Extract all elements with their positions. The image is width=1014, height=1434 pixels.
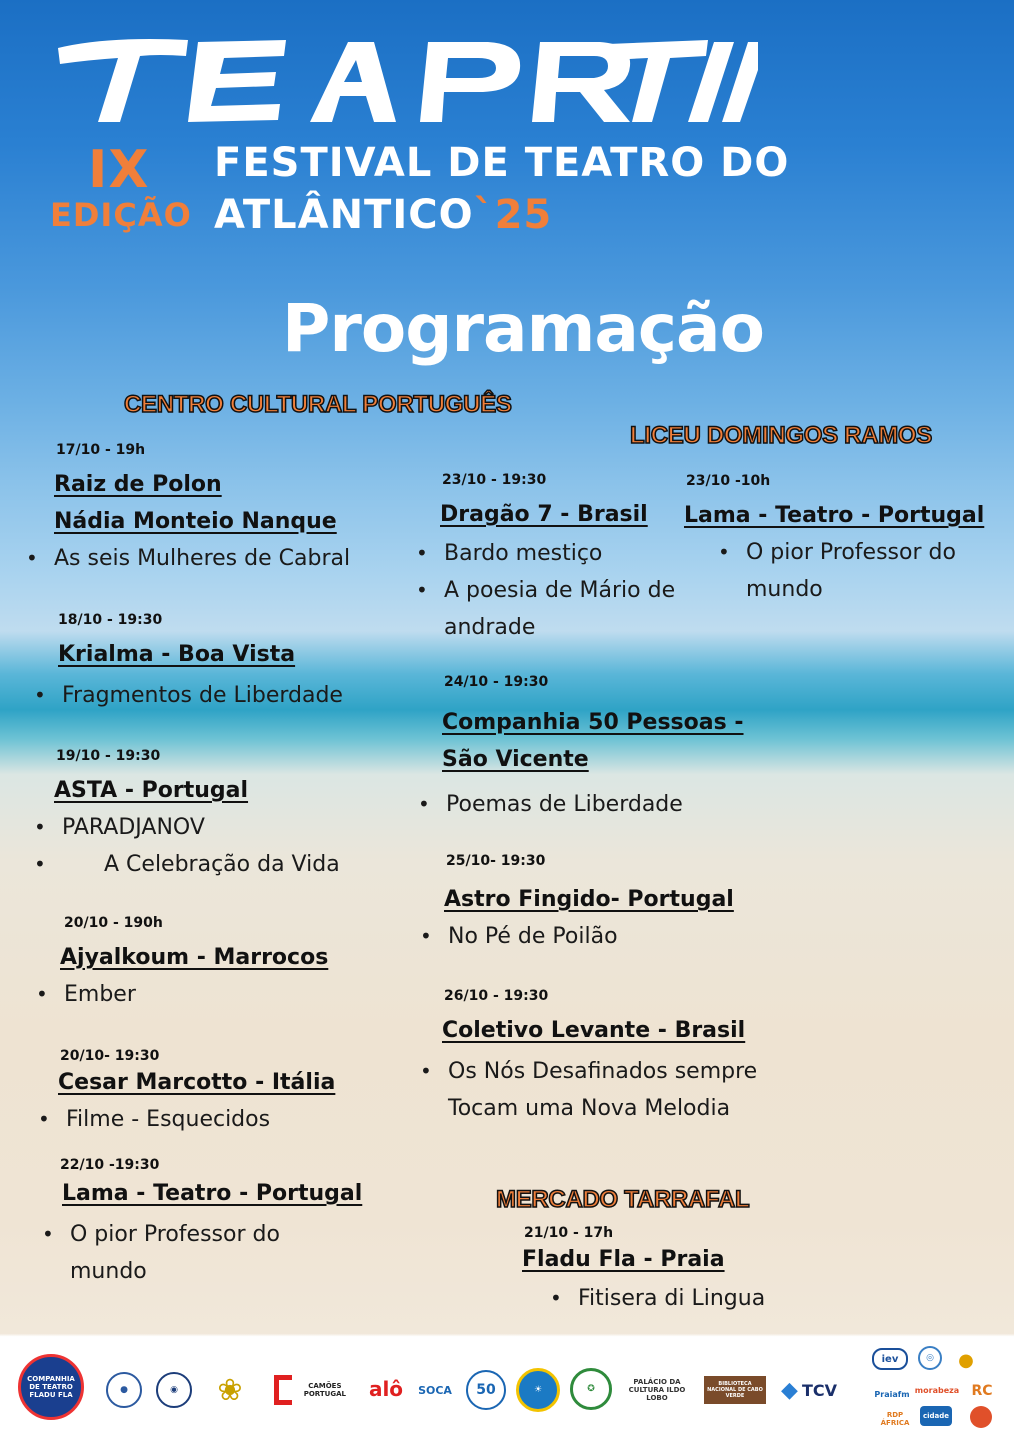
festival-year: `25 bbox=[473, 192, 553, 238]
event-company: Coletivo Levante - Brasil bbox=[442, 1018, 746, 1043]
event-show: • PARADJANOV bbox=[34, 809, 424, 846]
venue-mercado-tarrafal: MERCADO TARRAFAL bbox=[496, 1186, 750, 1213]
rc-logo: RC bbox=[971, 1383, 993, 1399]
tearti-logo bbox=[48, 30, 758, 130]
praiafm-logo: Praiafm bbox=[874, 1389, 910, 1399]
event-date: 25/10- 19:30 bbox=[446, 853, 546, 869]
event-company: Astro Fingido- Portugal bbox=[444, 887, 734, 912]
event-company: Fladu Fla - Praia bbox=[522, 1247, 725, 1272]
event-show: • Ember bbox=[36, 976, 430, 1013]
palacio-cultura-logo: PALÁCIO DA CULTURA ILDO LOBO bbox=[628, 1378, 686, 1402]
event-date: 23/10 -10h bbox=[686, 473, 771, 489]
morabeza-logo: morabeza bbox=[914, 1385, 960, 1395]
event-company: Raiz de Polon bbox=[54, 472, 222, 497]
anniversary-50-logo: 50 bbox=[466, 1370, 506, 1410]
event-date: 20/10- 19:30 bbox=[60, 1048, 160, 1064]
radio-logo-icon: ◎ bbox=[918, 1346, 942, 1370]
event-show: • A Celebração da Vida bbox=[34, 846, 424, 883]
event-krialma bbox=[56, 612, 426, 714]
rdp-africa-logo: RDP ÁFRICA bbox=[880, 1411, 910, 1427]
event-show: • As seis Mulheres de Cabral bbox=[26, 540, 424, 577]
event-company: Lama - Teatro - Portugal bbox=[62, 1181, 363, 1206]
event-company: Lama - Teatro - Portugal bbox=[684, 503, 985, 528]
event-show: • Poemas de Liberdade bbox=[418, 786, 742, 823]
edition-number: IX bbox=[88, 140, 150, 200]
fladu-fla-logo: COMPANHIA DE TEATRO FLADU FLA bbox=[18, 1354, 84, 1420]
event-company: Nádia Monteio Nanque bbox=[54, 509, 337, 534]
event-company: ASTA - Portugal bbox=[54, 778, 249, 803]
event-date: 21/10 - 17h bbox=[524, 1225, 614, 1241]
cidade-fm-logo: cidade bbox=[920, 1406, 952, 1426]
tcv-text: TCV bbox=[801, 1380, 837, 1400]
event-date: 19/10 - 19:30 bbox=[56, 748, 161, 764]
event-fladu-fla bbox=[522, 1225, 842, 1317]
event-show: • Os Nós Desafinados sempre Tocam uma Nova Melodia bbox=[420, 1053, 790, 1127]
event-show: • Bardo mestiço bbox=[416, 535, 740, 572]
event-date: 24/10 - 19:30 bbox=[444, 674, 549, 690]
tcv-logo bbox=[774, 1374, 844, 1406]
event-company: Cesar Marcotto - Itália bbox=[58, 1070, 336, 1095]
event-date: 17/10 - 19h bbox=[56, 442, 146, 458]
event-show: • O pior Professor do mundo bbox=[42, 1216, 312, 1290]
programme-title: Programação bbox=[282, 290, 764, 367]
government-seal-icon: ◉ bbox=[156, 1372, 192, 1408]
event-companhia-50-pessoas bbox=[442, 674, 742, 823]
event-lama-teatro-liceu bbox=[684, 473, 1004, 608]
event-date: 20/10 - 190h bbox=[64, 915, 163, 931]
event-show: • Fitisera di Lingua bbox=[550, 1280, 842, 1317]
ministry-seal-icon: ● bbox=[106, 1372, 142, 1408]
event-raiz-de-polon bbox=[54, 442, 424, 577]
event-asta bbox=[54, 748, 424, 883]
event-company: São Vicente bbox=[442, 747, 589, 772]
event-ajyalkoum bbox=[60, 915, 430, 1013]
camoes-logo bbox=[274, 1370, 354, 1410]
event-lama-teatro-ccp bbox=[58, 1157, 428, 1290]
camoes-text: CAMÕES PORTUGAL bbox=[303, 1382, 346, 1398]
event-show: • Filme - Esquecidos bbox=[38, 1101, 428, 1138]
municipal-seal-icon: ☀ bbox=[516, 1368, 560, 1412]
event-date: 18/10 - 19:30 bbox=[58, 612, 163, 628]
festival-title-line2 bbox=[214, 192, 552, 238]
event-show: • O pior Professor do mundo bbox=[718, 534, 988, 608]
cabo-verde-seal-icon: ✪ bbox=[570, 1368, 612, 1410]
event-show: • No Pé de Poilão bbox=[420, 918, 744, 955]
iev-logo: iev bbox=[872, 1348, 908, 1370]
portugal-coat-of-arms-icon: ❀ bbox=[217, 1372, 243, 1408]
red-circle-logo-icon bbox=[970, 1406, 992, 1428]
alo-logo: alô bbox=[368, 1377, 404, 1401]
event-company: Ajyalkoum - Marrocos bbox=[60, 945, 329, 970]
bulb-logo-icon: ● bbox=[958, 1349, 974, 1371]
event-company: Companhia 50 Pessoas - bbox=[442, 710, 744, 735]
event-company: Krialma - Boa Vista bbox=[58, 642, 296, 667]
event-show: • Fragmentos de Liberdade bbox=[34, 677, 426, 714]
event-astro-fingido bbox=[444, 853, 744, 955]
venue-liceu-domingos-ramos: LICEU DOMINGOS RAMOS bbox=[630, 422, 933, 449]
festival-title-atlantico: ATLÂNTICO bbox=[214, 192, 474, 238]
event-date: 23/10 - 19:30 bbox=[442, 472, 547, 488]
event-company: Dragão 7 - Brasil bbox=[440, 502, 648, 527]
sponsor-footer bbox=[0, 1338, 1014, 1434]
event-show: • A poesia de Mário de andrade bbox=[416, 572, 706, 646]
soca-logo: SOCA bbox=[418, 1383, 452, 1397]
festival-title-line1: FESTIVAL DE TEATRO DO bbox=[214, 140, 790, 186]
event-cesar-marcotto bbox=[58, 1048, 428, 1138]
biblioteca-nacional-logo: BIBLIOTECA NACIONAL DE CABO VERDE bbox=[704, 1376, 766, 1404]
edition-word: EDIÇÃO bbox=[50, 196, 192, 234]
venue-centro-cultural-portugues: CENTRO CULTURAL PORTUGUÊS bbox=[124, 391, 512, 418]
tcv-diamond-icon: ◆ bbox=[781, 1377, 798, 1403]
event-coletivo-levante bbox=[442, 988, 802, 1127]
event-date: 26/10 - 19:30 bbox=[444, 988, 549, 1004]
event-date: 22/10 -19:30 bbox=[60, 1157, 160, 1173]
